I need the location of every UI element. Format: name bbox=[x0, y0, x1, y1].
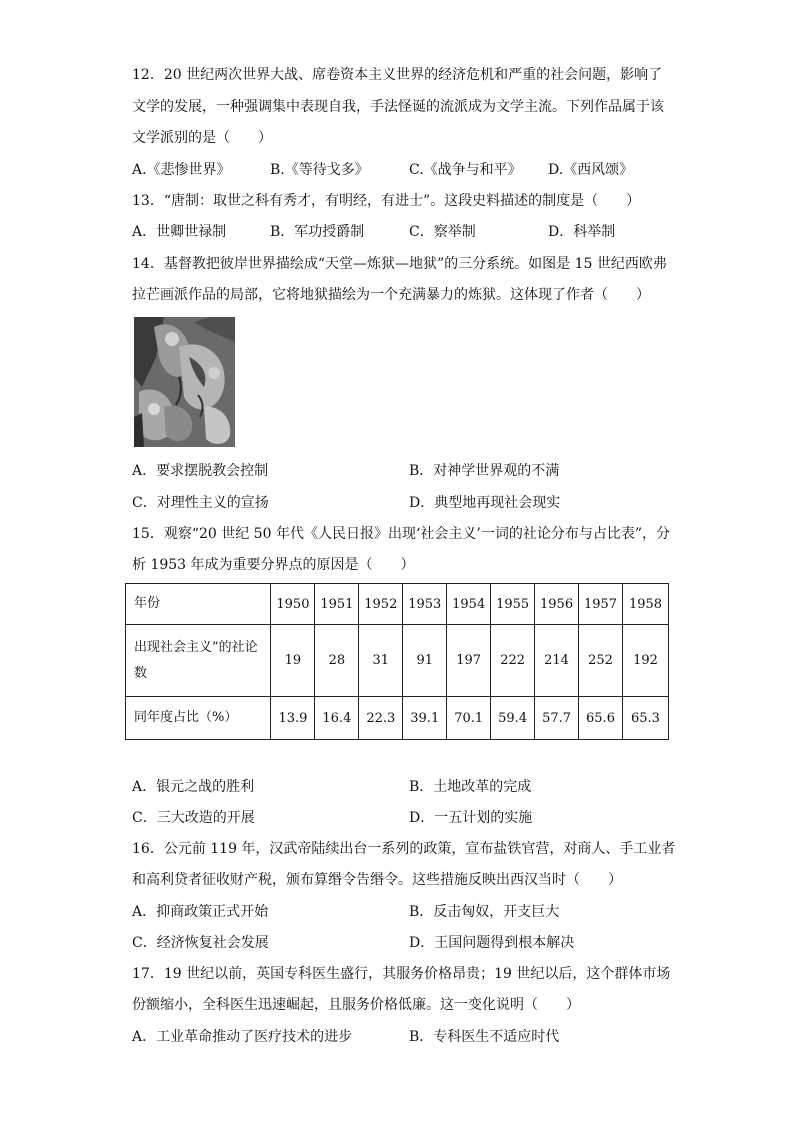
q17-option-b[interactable]: B．专科医生不适应时代 bbox=[409, 1029, 560, 1045]
row-label-year: 年份 bbox=[126, 584, 271, 625]
q14-option-b[interactable]: B．对神学世界观的不满 bbox=[409, 463, 560, 479]
ratio-cell: 70.1 bbox=[447, 697, 491, 740]
q15-stem-line-1: 15．观察“20 世纪 50 年代《人民日报》出现‘社会主义’一词的社论分布与占比表”，分 bbox=[132, 526, 671, 542]
year-cell: 1958 bbox=[622, 584, 668, 625]
q15-option-a[interactable]: A．银元之战的胜利 bbox=[132, 779, 255, 795]
ratio-cell: 65.6 bbox=[579, 697, 623, 740]
count-cell: 214 bbox=[535, 625, 579, 697]
q15-stem-line-2: 析 1953 年成为重要分界点的原因是（ ） bbox=[132, 557, 415, 573]
q12-stem-line-2: 文学的发展，一种强调集中表现自我，手法怪诞的流派成为文学主流。下列作品属于该 bbox=[132, 99, 664, 115]
q17-stem-line-1: 17．19 世纪以前，英国专科医生盛行，其服务价格昂贵；19 世纪以后，这个群体市场 bbox=[132, 966, 671, 982]
table-row-year bbox=[126, 584, 669, 625]
painting-detail-graphic bbox=[134, 317, 235, 447]
q14-option-a[interactable]: A．要求摆脱教会控制 bbox=[132, 463, 269, 479]
q16-stem-line-1: 16．公元前 119 年，汉武帝陆续出台一系列的政策，宣布盐铁官营，对商人、手工业者 bbox=[132, 841, 676, 857]
q12-option-d[interactable]: D.《西风颂》 bbox=[548, 162, 634, 178]
year-cell: 1952 bbox=[359, 584, 403, 625]
q17-option-a[interactable]: A．工业革命推动了医疗技术的进步 bbox=[132, 1029, 353, 1045]
q15-option-b[interactable]: B．土地改革的完成 bbox=[409, 779, 532, 795]
ratio-cell: 16.4 bbox=[315, 697, 359, 740]
q13-stem-line-1: 13．“唐制：取世之科有秀才，有明经，有进士”。这段史料描述的制度是（ ） bbox=[132, 193, 641, 209]
year-cell: 1957 bbox=[579, 584, 623, 625]
q16-option-a[interactable]: A．抑商政策正式开始 bbox=[132, 904, 269, 920]
q13-option-d[interactable]: D．科举制 bbox=[548, 224, 616, 240]
q12-stem-line-1: 12．20 世纪两次世界大战、席卷资本主义世界的经济危机和严重的社会问题，影响了 bbox=[132, 67, 663, 83]
count-cell: 252 bbox=[579, 625, 623, 697]
row-label-count-line-2: 数 bbox=[134, 665, 148, 681]
q13-option-a[interactable]: A．世卿世禄制 bbox=[132, 224, 227, 240]
flemish-painting-image bbox=[134, 317, 235, 447]
ratio-cell: 65.3 bbox=[622, 697, 668, 740]
count-cell: 222 bbox=[491, 625, 535, 697]
q14-stem-line-2: 拉芒画派作品的局部，它将地狱描绘为一个充满暴力的炼狱。这体现了作者（ ） bbox=[132, 287, 650, 303]
q12-option-a[interactable]: A.《悲惨世界》 bbox=[132, 162, 231, 178]
ratio-cell: 59.4 bbox=[491, 697, 535, 740]
ratio-cell: 13.9 bbox=[271, 697, 315, 740]
table-row-ratio bbox=[126, 697, 669, 740]
q14-stem-line-1: 14．基督教把彼岸世界描绘成“天堂—炼狱—地狱”的三分系统。如图是 15 世纪西欧弗 bbox=[132, 256, 667, 272]
q15-option-c[interactable]: C．三大改造的开展 bbox=[132, 810, 255, 826]
year-cell: 1951 bbox=[315, 584, 359, 625]
count-cell: 19 bbox=[271, 625, 315, 697]
row-label-count-line-1: 出现社会主义”的社论 bbox=[134, 639, 258, 655]
row-label-count bbox=[126, 625, 271, 697]
q12-option-b[interactable]: B.《等待戈多》 bbox=[270, 162, 369, 178]
ratio-cell: 39.1 bbox=[403, 697, 447, 740]
q14-option-d[interactable]: D．典型地再现社会现实 bbox=[409, 495, 561, 511]
count-cell: 197 bbox=[447, 625, 491, 697]
q15-option-d[interactable]: D．一五计划的实施 bbox=[409, 810, 533, 826]
ratio-cell: 57.7 bbox=[535, 697, 579, 740]
q16-stem-line-2: 和高利贷者征收财产税，颁布算缗令告缗令。这些措施反映出西汉当时（ ） bbox=[132, 872, 622, 888]
q12-stem-line-3: 文学派别的是（ ） bbox=[132, 130, 272, 146]
q16-option-b[interactable]: B．反击匈奴，开支巨大 bbox=[409, 904, 560, 920]
count-cell: 28 bbox=[315, 625, 359, 697]
q12-option-c[interactable]: C.《战争与和平》 bbox=[409, 162, 522, 178]
count-cell: 192 bbox=[622, 625, 668, 697]
year-cell: 1950 bbox=[271, 584, 315, 625]
q17-stem-line-2: 份额缩小，全科医生迅速崛起，且服务价格低廉。这一变化说明（ ） bbox=[132, 997, 580, 1013]
table-row-count bbox=[126, 625, 669, 697]
year-cell: 1954 bbox=[447, 584, 491, 625]
row-label-ratio: 同年度占比（%） bbox=[126, 697, 271, 740]
count-cell: 91 bbox=[403, 625, 447, 697]
year-cell: 1955 bbox=[491, 584, 535, 625]
q16-option-c[interactable]: C．经济恢复社会发展 bbox=[132, 935, 269, 951]
count-cell: 31 bbox=[359, 625, 403, 697]
q13-option-b[interactable]: B．军功授爵制 bbox=[270, 224, 365, 240]
ratio-cell: 22.3 bbox=[359, 697, 403, 740]
q13-option-c[interactable]: C．察举制 bbox=[409, 224, 476, 240]
q16-option-d[interactable]: D．王国问题得到根本解决 bbox=[409, 935, 575, 951]
q14-option-c[interactable]: C．对理性主义的宣扬 bbox=[132, 495, 269, 511]
editorial-distribution-table bbox=[125, 583, 669, 740]
year-cell: 1953 bbox=[403, 584, 447, 625]
year-cell: 1956 bbox=[535, 584, 579, 625]
